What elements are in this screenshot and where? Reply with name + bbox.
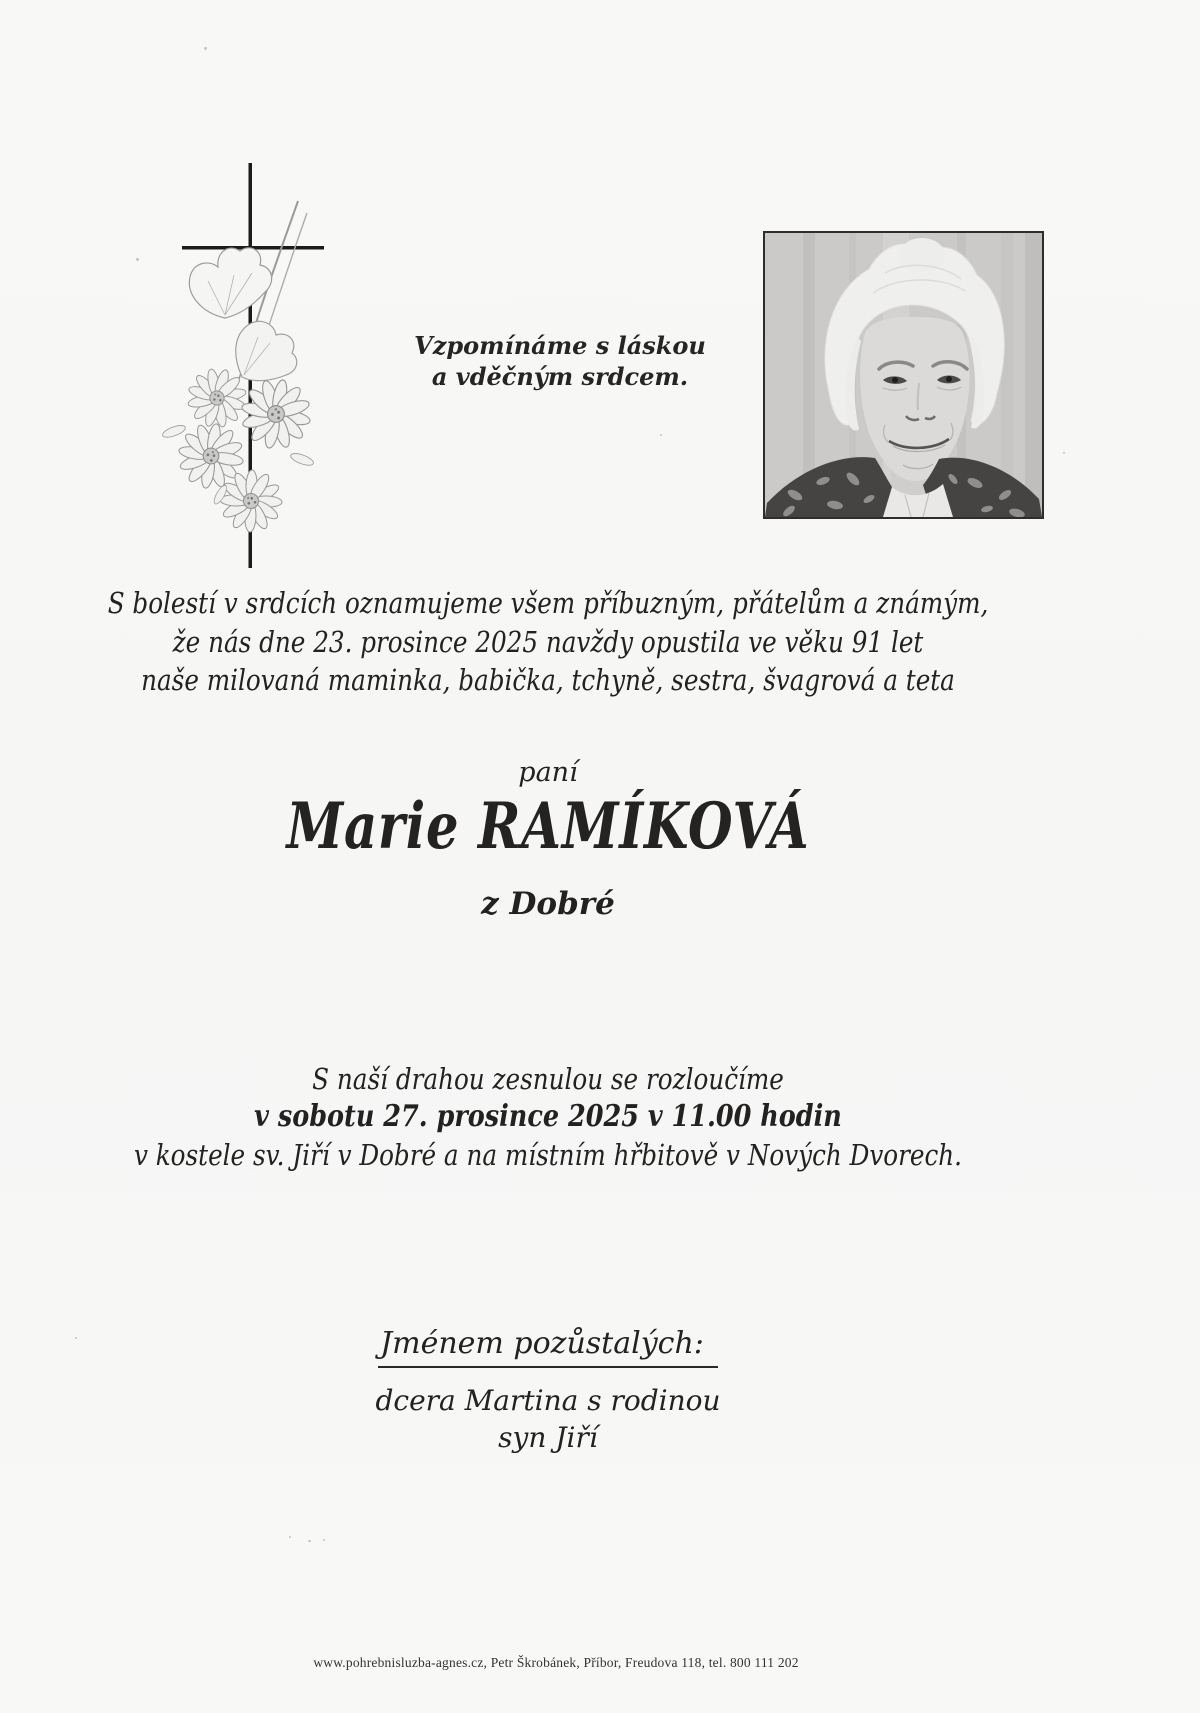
ceremony-line2: v sobotu 27. prosince 2025 v 11.00 hodin xyxy=(254,1099,842,1134)
scan-speckle xyxy=(136,258,139,261)
survivors-heading: Jménem pozůstalých: xyxy=(378,1326,718,1368)
deceased-portrait-photo xyxy=(763,231,1044,519)
scan-speckle xyxy=(308,1540,311,1542)
deceased-origin: z Dobré xyxy=(481,886,615,922)
memorial-quote xyxy=(398,330,722,392)
scan-speckle xyxy=(323,1539,325,1541)
ceremony-line1: S naší drahou zesnulou se rozloučíme xyxy=(312,1062,784,1096)
survivors-line2: syn Jiří xyxy=(498,1421,598,1454)
portrait-photo-drawing xyxy=(765,233,1042,517)
scan-speckle xyxy=(75,1337,77,1339)
scan-speckle xyxy=(1063,452,1065,454)
funeral-service-footer: www.pohrebnisluzba-agnes.cz, Petr Škrobánek, Příbor, Freudova 118, tel. 800 111 202 xyxy=(313,1655,799,1670)
announcement-line1: S bolestí v srdcích oznamujeme všem příbuzným, přátelům a známým, xyxy=(107,586,989,620)
deceased-title: paní xyxy=(518,757,578,788)
deceased-name: Marie RAMÍKOVÁ xyxy=(286,789,810,864)
scan-speckle xyxy=(204,47,207,50)
memorial-quote-line1: Vzpomínáme s láskou xyxy=(414,331,706,360)
announcement-line3: naše milovaná maminka, babička, tchyně, sestra, švagrová a teta xyxy=(141,663,955,697)
survivors-line1: dcera Martina s rodinou xyxy=(375,1384,721,1417)
scan-speckle xyxy=(289,1536,291,1538)
flower-icon xyxy=(161,363,317,543)
announcement-paragraph xyxy=(82,584,1014,700)
memorial-quote-line2: a vděčným srdcem. xyxy=(431,362,689,391)
announcement-line2: že nás dne 23. prosince 2025 navždy opustila ve věku 91 let xyxy=(172,624,924,659)
ceremony-line3: v kostele sv. Jiří v Dobré a na místním hřbitově v Nových Dvorech. xyxy=(133,1138,963,1172)
survivors-section xyxy=(0,1326,1096,1456)
ceremony-details xyxy=(82,1060,1014,1174)
leaf-icon xyxy=(189,248,296,381)
scan-speckle xyxy=(660,434,662,436)
memorial-cross-flowers-illustration xyxy=(130,155,370,585)
